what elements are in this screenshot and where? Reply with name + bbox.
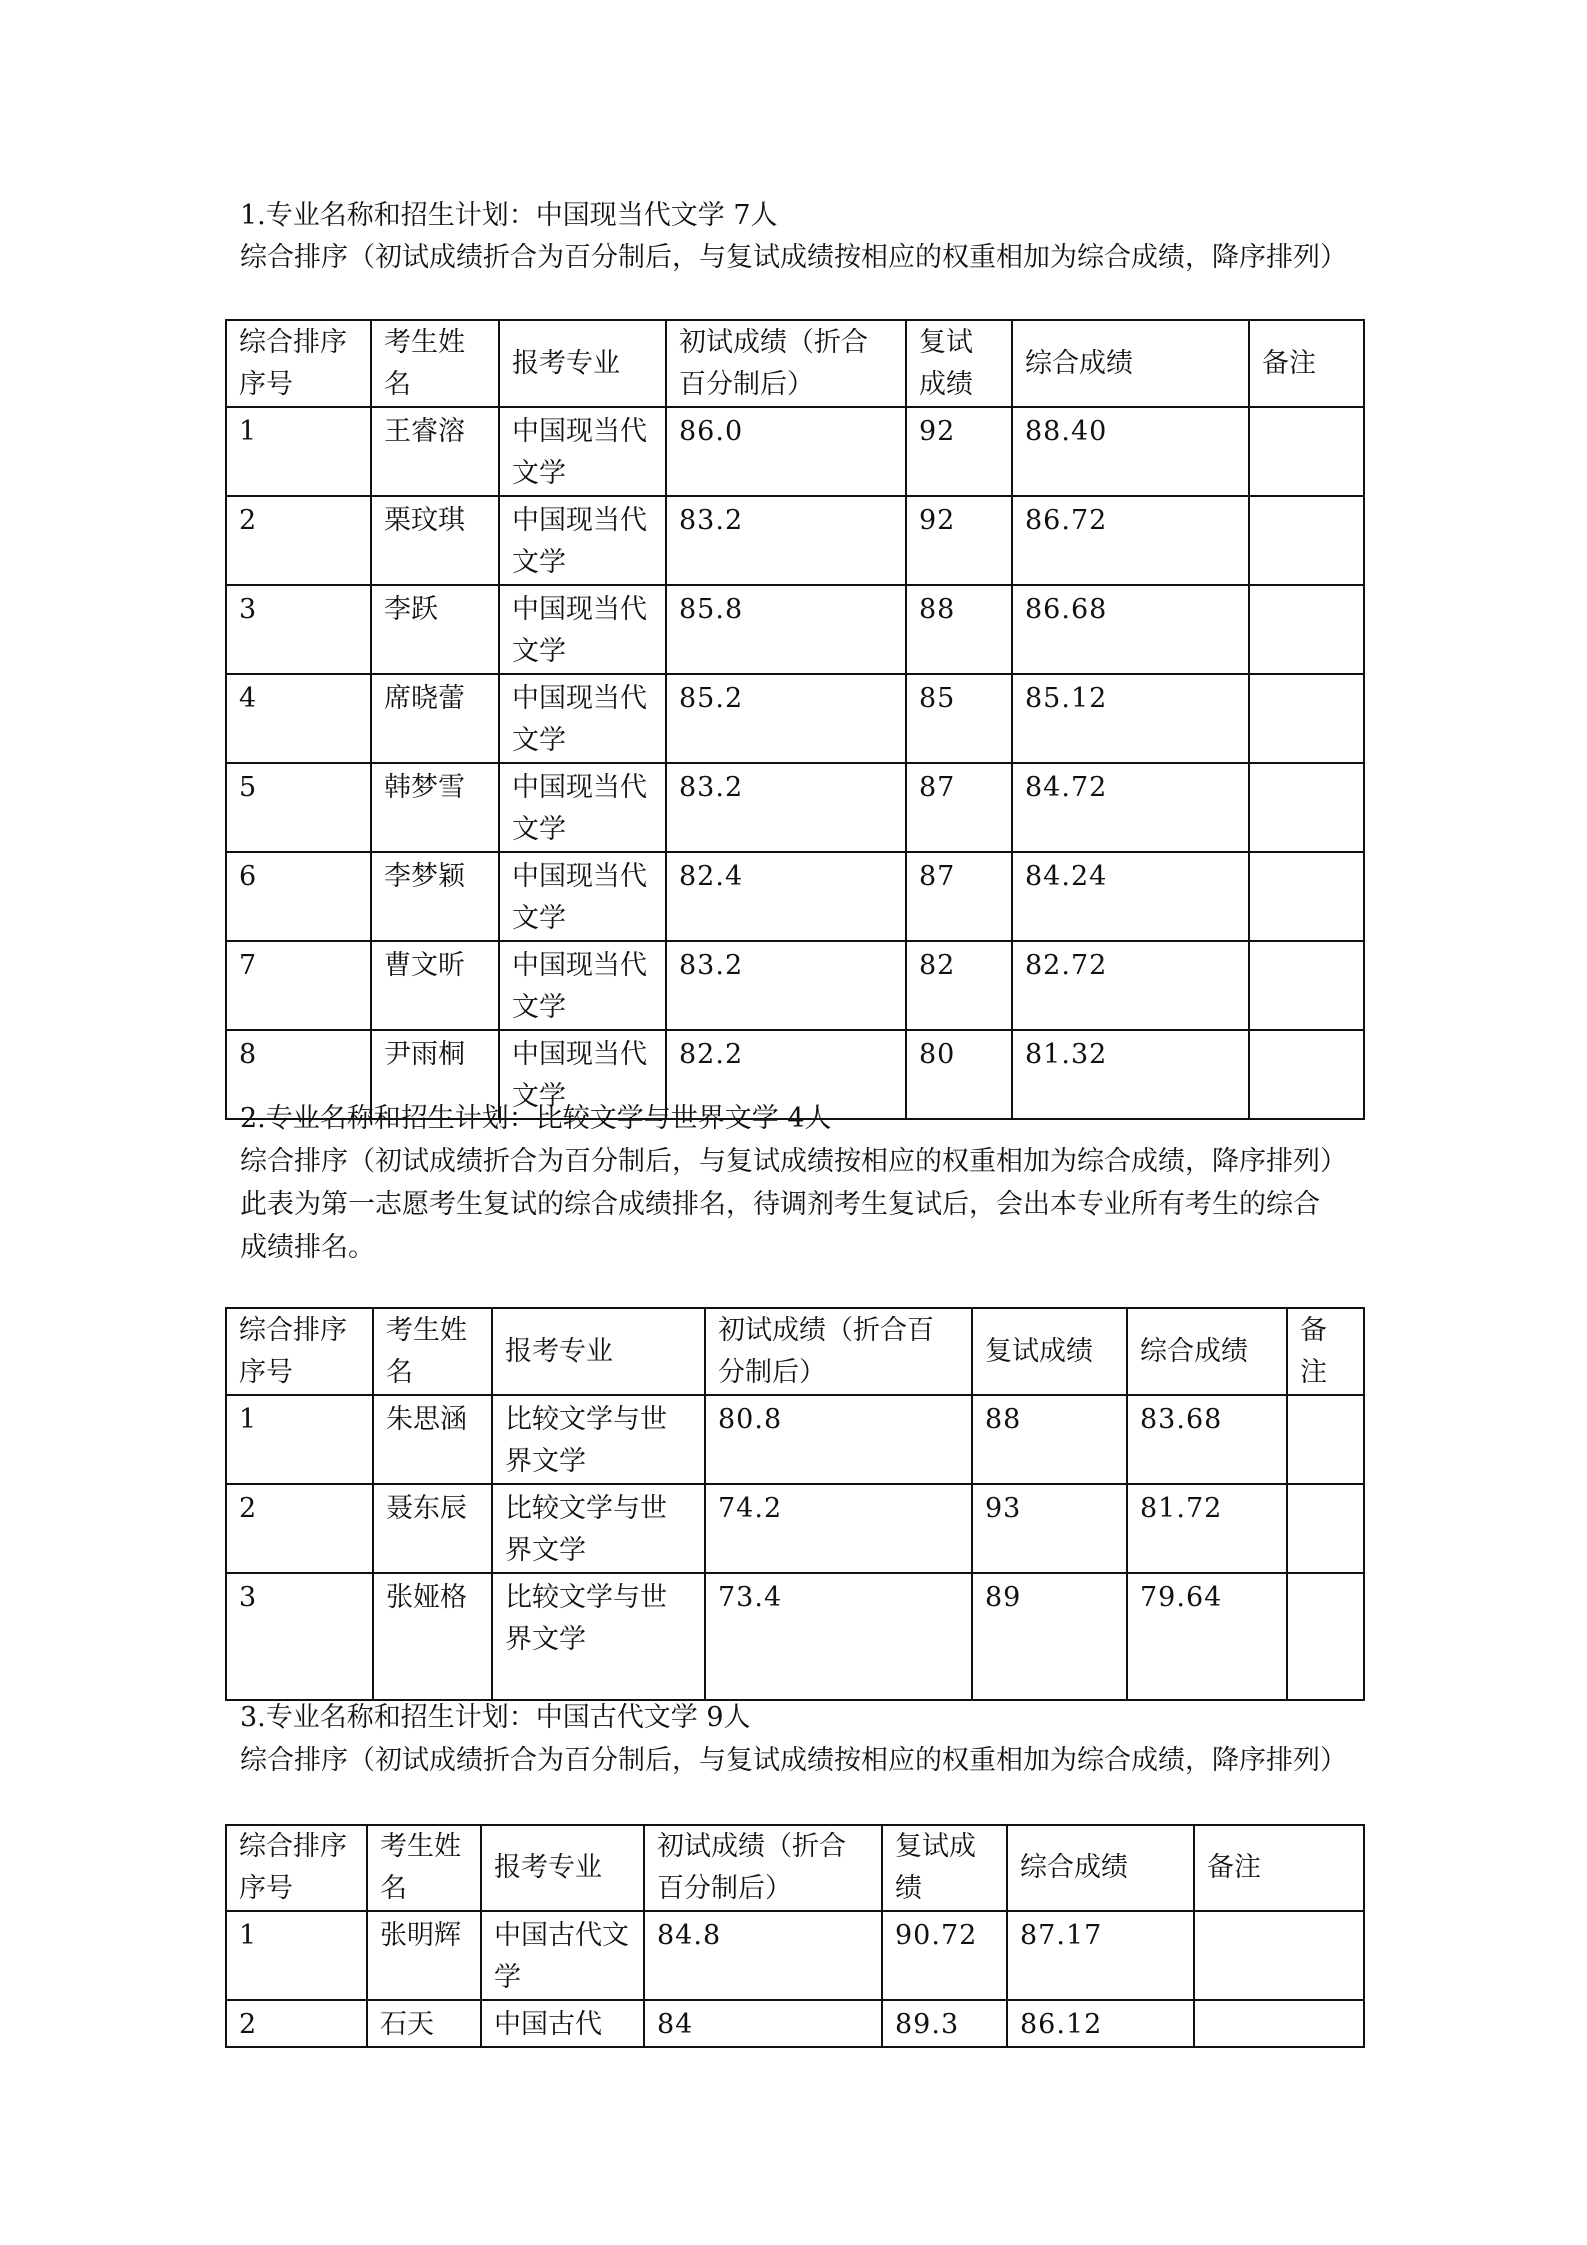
col-header: 考生姓名	[371, 320, 499, 407]
cell-rank: 3	[226, 585, 371, 674]
cell-rank: 2	[226, 496, 371, 585]
table-row	[226, 852, 1364, 941]
cell-initial-score: 82.2	[666, 1030, 906, 1119]
col-header: 报考专业	[481, 1825, 644, 1911]
cell-major: 中国现当代文学	[499, 496, 666, 585]
cell-remark	[1249, 763, 1364, 852]
col-header: 初试成绩（折合百分制后）	[644, 1825, 882, 1911]
col-header: 综合排序序号	[226, 1825, 367, 1911]
cell-name: 朱思涵	[373, 1395, 492, 1484]
table-row	[226, 674, 1364, 763]
cell-retest-score: 89.3	[882, 2000, 1007, 2047]
section-title: 3.专业名称和招生计划：中国古代文学 9人	[240, 1702, 751, 1733]
cell-name: 栗玟琪	[371, 496, 499, 585]
table-row	[226, 1911, 1364, 2000]
cell-retest-score: 80	[906, 1030, 1012, 1119]
cell-name: 石天	[367, 2000, 481, 2047]
col-header: 考生姓名	[373, 1308, 492, 1395]
cell-retest-score: 88	[972, 1395, 1127, 1484]
cell-remark	[1249, 941, 1364, 1030]
ranking-table	[225, 1307, 1365, 1701]
cell-total-score: 84.24	[1012, 852, 1249, 941]
cell-initial-score: 83.2	[666, 763, 906, 852]
table-row	[226, 407, 1364, 496]
col-header: 综合排序序号	[226, 320, 371, 407]
cell-total-score: 85.12	[1012, 674, 1249, 763]
cell-rank: 4	[226, 674, 371, 763]
cell-name: 王睿溶	[371, 407, 499, 496]
cell-major: 中国现当代文学	[499, 941, 666, 1030]
cell-major: 比较文学与世界文学	[492, 1573, 705, 1700]
cell-rank: 6	[226, 852, 371, 941]
cell-total-score: 81.32	[1012, 1030, 1249, 1119]
cell-remark	[1249, 674, 1364, 763]
col-header: 综合排序序号	[226, 1308, 373, 1395]
cell-retest-score: 88	[906, 585, 1012, 674]
cell-retest-score: 85	[906, 674, 1012, 763]
cell-initial-score: 73.4	[705, 1573, 972, 1700]
col-header: 综合成绩	[1127, 1308, 1287, 1395]
cell-total-score: 82.72	[1012, 941, 1249, 1030]
cell-remark	[1287, 1573, 1364, 1700]
cell-remark	[1249, 496, 1364, 585]
cell-initial-score: 74.2	[705, 1484, 972, 1573]
cell-rank: 3	[226, 1573, 373, 1700]
table-header-row	[226, 1308, 1364, 1395]
cell-name: 张娅格	[373, 1573, 492, 1700]
cell-major: 比较文学与世界文学	[492, 1395, 705, 1484]
cell-initial-score: 84	[644, 2000, 882, 2047]
col-header: 报考专业	[499, 320, 666, 407]
cell-initial-score: 85.8	[666, 585, 906, 674]
cell-retest-score: 92	[906, 496, 1012, 585]
table-row	[226, 763, 1364, 852]
cell-retest-score: 93	[972, 1484, 1127, 1573]
cell-initial-score: 83.2	[666, 941, 906, 1030]
col-header: 复试成绩	[906, 320, 1012, 407]
col-header: 综合成绩	[1007, 1825, 1194, 1911]
cell-retest-score: 82	[906, 941, 1012, 1030]
cell-total-score: 81.72	[1127, 1484, 1287, 1573]
cell-major: 中国古代	[481, 2000, 644, 2047]
cell-major: 中国现当代文学	[499, 1030, 666, 1119]
col-header: 考生姓名	[367, 1825, 481, 1911]
table-header-row	[226, 320, 1364, 407]
table-row	[226, 2000, 1364, 2047]
cell-remark	[1194, 1911, 1364, 2000]
col-header: 复试成绩	[972, 1308, 1127, 1395]
section-title: 1.专业名称和招生计划：中国现当代文学 7人	[240, 200, 778, 231]
cell-total-score: 87.17	[1007, 1911, 1194, 2000]
table-row	[226, 1484, 1364, 1573]
cell-name: 曹文昕	[371, 941, 499, 1030]
cell-total-score: 88.40	[1012, 407, 1249, 496]
cell-rank: 7	[226, 941, 371, 1030]
cell-initial-score: 84.8	[644, 1911, 882, 2000]
col-header: 综合成绩	[1012, 320, 1249, 407]
cell-rank: 5	[226, 763, 371, 852]
section-note: 此表为第一志愿考生复试的综合成绩排名，待调剂考生复试后，会出本专业所有考生的综合	[240, 1189, 1320, 1220]
cell-name: 韩梦雪	[371, 763, 499, 852]
cell-major: 中国现当代文学	[499, 763, 666, 852]
col-header: 备注	[1287, 1308, 1364, 1395]
cell-major: 中国现当代文学	[499, 585, 666, 674]
table-row	[226, 1573, 1364, 1700]
cell-total-score: 86.68	[1012, 585, 1249, 674]
cell-total-score: 84.72	[1012, 763, 1249, 852]
table-row	[226, 585, 1364, 674]
section-title: 2.专业名称和招生计划：比较文学与世界文学 4人	[240, 1103, 832, 1134]
cell-total-score: 79.64	[1127, 1573, 1287, 1700]
cell-remark	[1249, 852, 1364, 941]
cell-rank: 8	[226, 1030, 371, 1119]
cell-rank: 1	[226, 1911, 367, 2000]
cell-retest-score: 90.72	[882, 1911, 1007, 2000]
cell-initial-score: 85.2	[666, 674, 906, 763]
cell-retest-score: 92	[906, 407, 1012, 496]
cell-rank: 2	[226, 2000, 367, 2047]
cell-name: 聂东辰	[373, 1484, 492, 1573]
cell-initial-score: 80.8	[705, 1395, 972, 1484]
cell-name: 尹雨桐	[371, 1030, 499, 1119]
cell-remark	[1194, 2000, 1364, 2047]
cell-initial-score: 83.2	[666, 496, 906, 585]
cell-remark	[1287, 1395, 1364, 1484]
cell-total-score: 83.68	[1127, 1395, 1287, 1484]
ranking-table	[225, 319, 1365, 1120]
cell-name: 李梦颖	[371, 852, 499, 941]
col-header: 报考专业	[492, 1308, 705, 1395]
section-note: 综合排序（初试成绩折合为百分制后，与复试成绩按相应的权重相加为综合成绩，降序排列）	[240, 1745, 1347, 1776]
cell-major: 比较文学与世界文学	[492, 1484, 705, 1573]
table-header-row	[226, 1825, 1364, 1911]
cell-name: 李跃	[371, 585, 499, 674]
cell-initial-score: 86.0	[666, 407, 906, 496]
cell-total-score: 86.72	[1012, 496, 1249, 585]
cell-major: 中国古代文学	[481, 1911, 644, 2000]
col-header: 备注	[1249, 320, 1364, 407]
cell-total-score: 86.12	[1007, 2000, 1194, 2047]
cell-major: 中国现当代文学	[499, 852, 666, 941]
table-row	[226, 496, 1364, 585]
cell-remark	[1249, 585, 1364, 674]
cell-remark	[1287, 1484, 1364, 1573]
cell-retest-score: 89	[972, 1573, 1127, 1700]
col-header: 初试成绩（折合百分制后）	[666, 320, 906, 407]
cell-rank: 2	[226, 1484, 373, 1573]
ranking-table	[225, 1824, 1365, 2048]
cell-retest-score: 87	[906, 852, 1012, 941]
col-header: 备注	[1194, 1825, 1364, 1911]
cell-retest-score: 87	[906, 763, 1012, 852]
section-note: 综合排序（初试成绩折合为百分制后，与复试成绩按相应的权重相加为综合成绩，降序排列）	[240, 242, 1347, 273]
cell-rank: 1	[226, 1395, 373, 1484]
cell-remark	[1249, 407, 1364, 496]
cell-name: 席晓蕾	[371, 674, 499, 763]
table-row	[226, 941, 1364, 1030]
col-header: 复试成绩	[882, 1825, 1007, 1911]
cell-initial-score: 82.4	[666, 852, 906, 941]
cell-major: 中国现当代文学	[499, 674, 666, 763]
section-note: 成绩排名。	[240, 1232, 375, 1263]
section-note: 综合排序（初试成绩折合为百分制后，与复试成绩按相应的权重相加为综合成绩，降序排列）	[240, 1146, 1347, 1177]
col-header: 初试成绩（折合百分制后）	[705, 1308, 972, 1395]
cell-major: 中国现当代文学	[499, 407, 666, 496]
cell-name: 张明辉	[367, 1911, 481, 2000]
cell-rank: 1	[226, 407, 371, 496]
table-row	[226, 1395, 1364, 1484]
